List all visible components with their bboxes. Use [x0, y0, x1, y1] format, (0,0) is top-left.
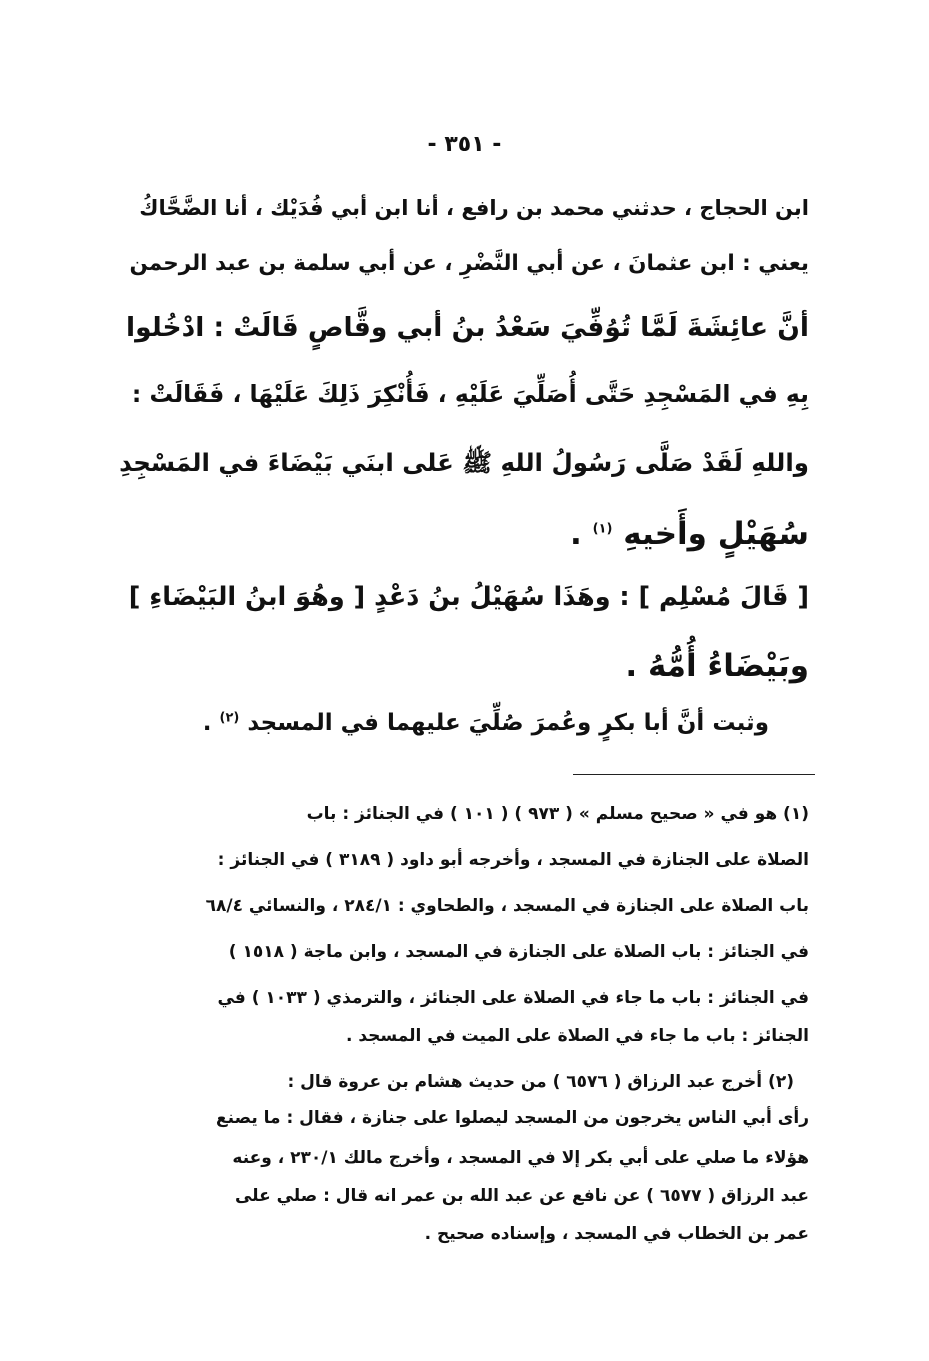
- matn-line-5: [ قَالَ مُسْلِم ] : وهَذَا سُهَيْلُ بنُ دَعْدٍ [ وهُوَ ابنُ البَيْضَاءِ ]: [128, 582, 809, 612]
- footnote-line-1: (١) هو في « صحيح مسلم » ( ٩٧٣ ) ( ١٠١ ) في الجنائز : باب: [306, 804, 809, 824]
- footnote-line-8: رأى أبي الناس يخرجون من المسجد ليصلوا على جنازة ، فقال : ما يصنع: [216, 1108, 809, 1128]
- footnote-line-7: (٢) أخرج عبد الرزاق ( ٦٥٧٦ ) من حديث هشام بن عروة قال :: [287, 1072, 794, 1092]
- matn-line-7: [169, 710, 769, 736]
- matn-line-7-text: وثبت أنَّ أبا بكرٍ وعُمرَ صُلِّيَ عليهما في المسجد: [247, 710, 769, 736]
- matn-line-7-end: .: [202, 710, 212, 736]
- page-number: - ٣٥١ -: [427, 132, 502, 157]
- matn-line-4-text: سُهَيْلٍ وأَخيهِ: [623, 516, 809, 552]
- footnote-line-11: عمر بن الخطاب في المسجد ، وإسناده صحيح .: [424, 1224, 809, 1244]
- isnad-line-1: ابن الحجاج ، حدثني محمد بن رافع ، أنا ابن أبي فُدَيْك ، أنا الضَّحَّاكُ: [139, 196, 809, 220]
- matn-line-1: أنَّ عائِشَةَ لَمَّا تُوُفِّيَ سَعْدُ بنُ أبي وقَّاصٍ قَالَتْ : ادْخُلوا: [126, 312, 809, 343]
- matn-line-4-end: .: [570, 516, 582, 552]
- footnote-line-6: الجنائز : باب ما جاء في الصلاة على الميت في المسجد .: [345, 1026, 809, 1046]
- footnote-line-5: في الجنائز : باب ما جاء في الصلاة على الجنائز ، والترمذي ( ١٠٣٣ ) في: [217, 988, 809, 1008]
- isnad-line-2: يعني : ابن عثمانَ ، عن أبي النَّضْرِ ، عن أبي سلمة بن عبد الرحمن: [129, 251, 809, 276]
- matn-line-2: بِهِ في المَسْجِدِ حَتَّى أُصَلِّيَ عَلَيْهِ ، فَأُنْكِرَ ذَلِكَ عَلَيْهَا ، فَقَالَتْ :: [131, 380, 809, 408]
- footnote-line-2: الصلاة على الجنازة في المسجد ، وأخرجه أبو داود ( ٣١٨٩ ) في الجنائز :: [217, 850, 809, 870]
- footnote-line-4: في الجنائز : باب الصلاة على الجنازة في المسجد ، وابن ماجة ( ١٥١٨ ): [228, 942, 809, 962]
- footnote-line-9: هؤلاء ما صلي على أبي بكر إلا في المسجد ، وأخرج مالك ٢٣٠/١ ، وعنه: [232, 1148, 809, 1168]
- matn-line-6: وبَيْضَاءُ أُمُّهُ .: [625, 648, 809, 684]
- footnote-line-3: باب الصلاة على الجنازة في المسجد ، والطحاوي : ٢٨٤/١ ، والنسائي ٦٨/٤: [205, 896, 809, 916]
- footnote-ref-2: (٢): [219, 710, 240, 726]
- footnote-separator: [573, 774, 815, 775]
- footnote-ref-1: (١): [592, 521, 613, 537]
- matn-line-3: واللهِ لَقَدْ صَلَّى رَسُولُ اللهِ ﷺ عَلى ابنَي بَيْضَاءَ في المَسْجِدِ: [119, 448, 809, 477]
- matn-line-4: [119, 516, 809, 552]
- footnote-line-10: عبد الرزاق ( ٦٥٧٧ ) عن نافع عن عبد الله بن عمر انه قال : صلي على: [234, 1186, 809, 1206]
